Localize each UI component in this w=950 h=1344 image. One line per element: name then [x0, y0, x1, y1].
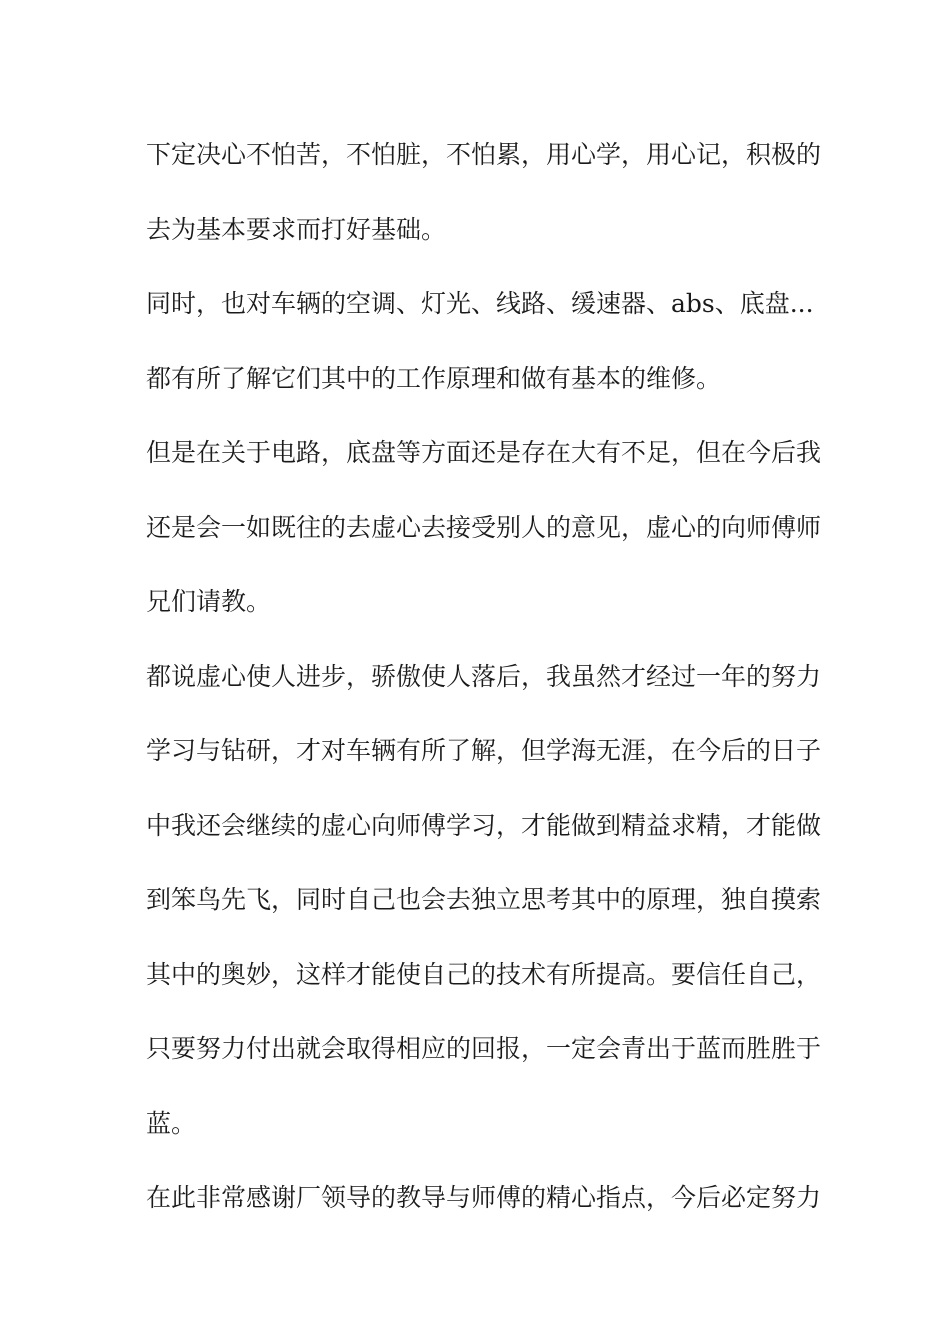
text-line: 蓝。 — [146, 1108, 197, 1138]
document-body — [146, 118, 822, 1236]
text-line: 同时，也对车辆的空调、灯光、线路、缓速器、abs、底盘... — [146, 289, 814, 318]
text-line: 只要努力付出就会取得相应的回报，一定会青出于蓝而胜胜于 — [146, 1034, 822, 1063]
text-line: 在此非常感谢厂领导的教导与师傅的精心指点，今后必定努力 — [146, 1183, 822, 1212]
text-line: 中我还会继续的虚心向师傅学习，才能做到精益求精，才能做 — [146, 810, 822, 840]
text-line: 到笨鸟先飞，同时自己也会去独立思考其中的原理，独自摸索 — [146, 885, 822, 914]
text-line: 都说虚心使人进步，骄傲使人落后，我虽然才经过一年的努力 — [146, 661, 822, 691]
text-line: 还是会一如既往的去虚心去接受别人的意见，虚心的向师傅师 — [146, 512, 822, 542]
text-line: 去为基本要求而打好基础。 — [146, 214, 447, 244]
text-line: 但是在关于电路，底盘等方面还是存在大有不足，但在今后我 — [146, 438, 822, 467]
text-line: 学习与钻研，才对车辆有所了解，但学海无涯，在今后的日子 — [146, 736, 822, 765]
text-line: 其中的奥妙，这样才能使自己的技术有所提高。要信任自己， — [146, 959, 822, 989]
text-line: 兄们请教。 — [146, 587, 272, 616]
text-line: 都有所了解它们其中的工作原理和做有基本的维修。 — [146, 363, 722, 393]
text-line: 下定决心不怕苦，不怕脏，不怕累，用心学，用心记，积极的 — [146, 140, 822, 169]
